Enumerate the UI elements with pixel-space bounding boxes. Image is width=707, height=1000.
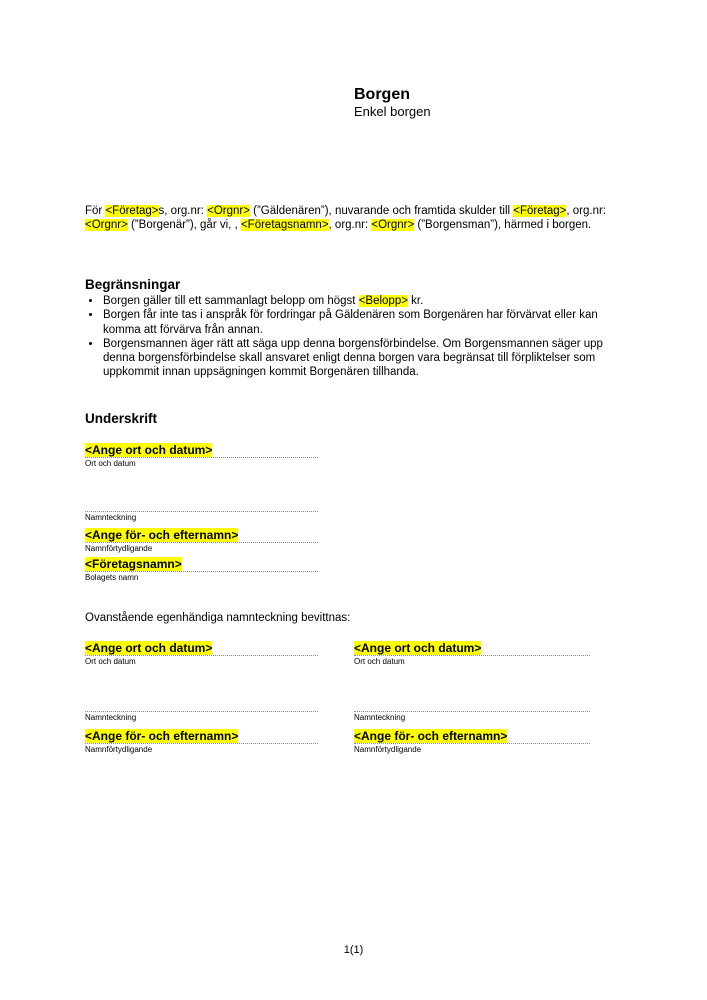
signature-place-date-field: [85, 443, 318, 469]
placeholder-company-name: <Företagsnamn>: [85, 557, 182, 571]
signature-line-label: Namnteckning: [85, 713, 137, 722]
signature-name-field: [85, 497, 318, 523]
limitation-item: [102, 308, 633, 337]
placeholder-highlight: <Orgnr>: [371, 219, 415, 232]
signature-company-field: [85, 557, 318, 583]
place-date-label: Ort och datum: [354, 657, 405, 666]
placeholder-highlight: <Orgnr>: [85, 219, 128, 232]
name-clarification-label: Namnförtydligande: [85, 745, 153, 754]
signature-heading: Underskrift: [85, 411, 158, 426]
placeholder-place-date: <Ange ort och datum>: [85, 641, 213, 655]
placeholder-highlight: <Orgnr>: [207, 205, 250, 217]
signature-line-label: Namnteckning: [85, 513, 137, 522]
document-subtitle: Enkel borgen: [354, 104, 431, 119]
text-segment: , org.nr:: [328, 219, 372, 232]
dotted-line: [85, 697, 318, 712]
witness-right-name-clarification-field: [354, 729, 590, 755]
text-segment: (”Borgensman”), härmed i borgen.: [414, 219, 592, 232]
text-segment: Borgensmannen äger rätt att säga upp denna borgensförbindelse. Om Borgensmannen säger upp denna borgensförbindelse skall ansvaret enligt denna borgen vara begränsat till förpliktelser som uppkommit innan uppsägningen kommit Borgenären tillhanda.: [103, 337, 603, 379]
placeholder-highlight: <Företag>: [105, 205, 159, 217]
placeholder-full-name: <Ange för- och efternamn>: [85, 729, 239, 743]
signature-line-label: Namnteckning: [354, 713, 406, 722]
dotted-line: [85, 497, 318, 512]
dotted-line: [85, 641, 318, 656]
intro-paragraph: [85, 204, 630, 233]
placeholder-full-name: <Ange för- och efternamn>: [85, 528, 239, 542]
limitations-heading: Begränsningar: [85, 277, 181, 292]
place-date-label: Ort och datum: [85, 657, 136, 666]
name-clarification-label: Namnförtydligande: [354, 745, 422, 754]
witness-left-signature-field: [85, 697, 318, 723]
page-number: 1(1): [343, 944, 364, 956]
dotted-line: [354, 729, 590, 744]
witness-left-name-clarification-field: [85, 729, 318, 755]
dotted-line: [85, 528, 318, 543]
placeholder-highlight: <Företagsnamn>: [240, 219, 329, 232]
placeholder-highlight: <Företag>: [513, 205, 567, 217]
placeholder-highlight: <Belopp>: [358, 295, 408, 307]
witness-right-signature-field: [354, 697, 590, 723]
limitation-item: [102, 294, 633, 308]
text-segment: Borgen får inte tas i anspråk för fordringar på Gäldenären som Borgenären har förvärvat eller kan komma att förvärva från annan.: [103, 309, 598, 336]
dotted-line: [85, 443, 318, 458]
company-label: Bolagets namn: [85, 573, 139, 582]
dotted-line: [85, 729, 318, 744]
text-segment: (”Gäldenären”), nuvarande och framtida skulder till: [249, 205, 514, 217]
text-segment: s, org.nr:: [158, 205, 208, 217]
text-segment: kr.: [407, 295, 424, 307]
text-segment: Borgen gäller till ett sammanlagt belopp om högst: [103, 295, 359, 307]
place-date-label: Ort och datum: [85, 459, 136, 468]
text-segment: För: [85, 205, 106, 217]
witness-left-place-date-field: [85, 641, 318, 667]
limitations-list: [85, 294, 633, 380]
dotted-line: [354, 697, 590, 712]
dotted-line: [85, 557, 318, 572]
placeholder-full-name: <Ange för- och efternamn>: [354, 729, 508, 743]
text-segment: , org.nr:: [566, 205, 606, 217]
dotted-line: [354, 641, 590, 656]
witness-right-place-date-field: [354, 641, 590, 667]
text-segment: (”Borgenär”), går vi, ,: [127, 219, 241, 232]
placeholder-place-date: <Ange ort och datum>: [85, 443, 213, 457]
limitation-item: [102, 337, 633, 380]
witness-intro-text: Ovanstående egenhändiga namnteckning bevittnas:: [85, 612, 351, 624]
document-title: Borgen: [354, 86, 410, 103]
placeholder-place-date: <Ange ort och datum>: [354, 641, 482, 655]
signature-name-clarification-field: [85, 528, 318, 554]
name-clarification-label: Namnförtydligande: [85, 544, 153, 553]
title-block: [354, 85, 431, 120]
